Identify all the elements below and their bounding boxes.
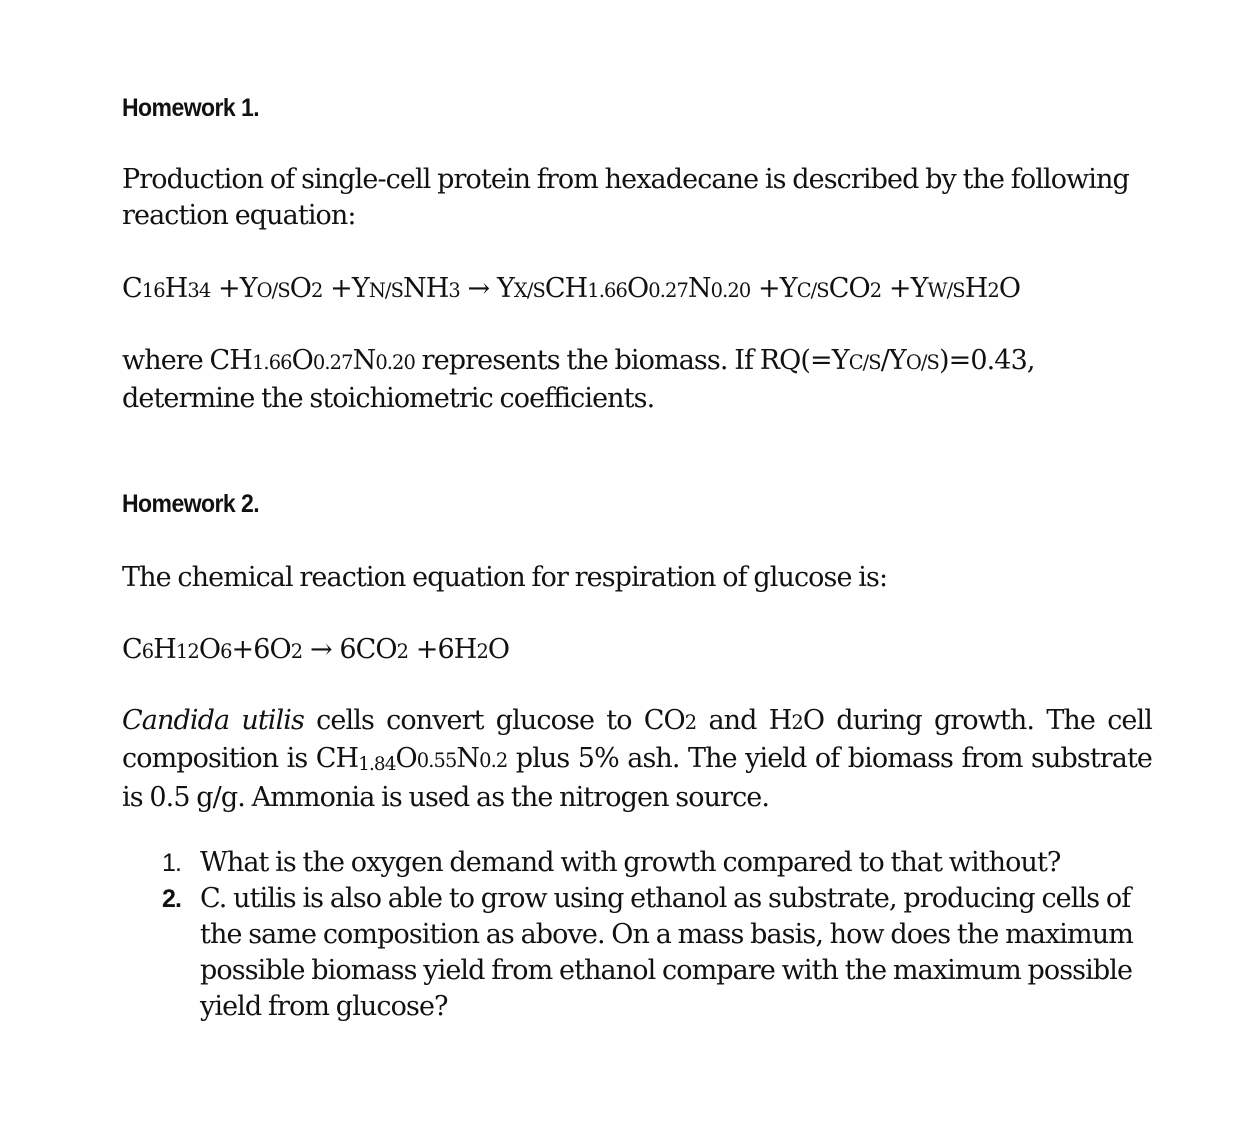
homework-2-question-list [162,845,1152,1025]
homework-1-intro: Production of single-cell protein from hexadecane is described by the following reaction equation: [122,164,1129,231]
homework-1-question: where CH1.66O0.27N0.20 represents the biomass. If RQ(=YC/S/YO/S)=0.43, determine the stoichiometric coefficients. [122,345,1035,414]
question-text: C. utilis is also able to grow using ethanol as substrate, producing cells of the same composition as above. On a mass basis, how does the maximum possible biomass yield from ethanol compare with the maximum possible yield from glucose? [200,883,1133,1022]
homework-2-glucose-equation: C6H12O6+6O2 → 6CO2 +6H2O [122,634,510,665]
document-page [122,0,1152,1122]
homework-2-description: Candida utilis cells convert glucose to CO2 and H2O during growth. The cell composition is CH1.84O0.55N0.2 plus 5% ash. The yield of biomass from substrate is 0.5 g/g. Ammonia is used as the nitrogen source. [122,705,1152,813]
question-item [162,845,1152,881]
question-number: 2. [162,885,182,913]
homework-2-title: Homework 2. [122,490,260,518]
question-text: What is the oxygen demand with growth compared to that without? [200,847,1061,878]
homework-2-intro: The chemical reaction equation for respiration of glucose is: [122,562,888,593]
homework-1-title: Homework 1. [122,94,260,122]
species-name: Candida utilis [122,705,304,736]
homework-1-reaction-equation: C16H34 +YO/SO2 +YN/SNH3 → YX/SCH1.66O0.27N0.20 +YC/SCO2 +YW/SH2O [122,273,1021,304]
question-number: 1. [162,849,182,877]
question-item [162,881,1152,1025]
